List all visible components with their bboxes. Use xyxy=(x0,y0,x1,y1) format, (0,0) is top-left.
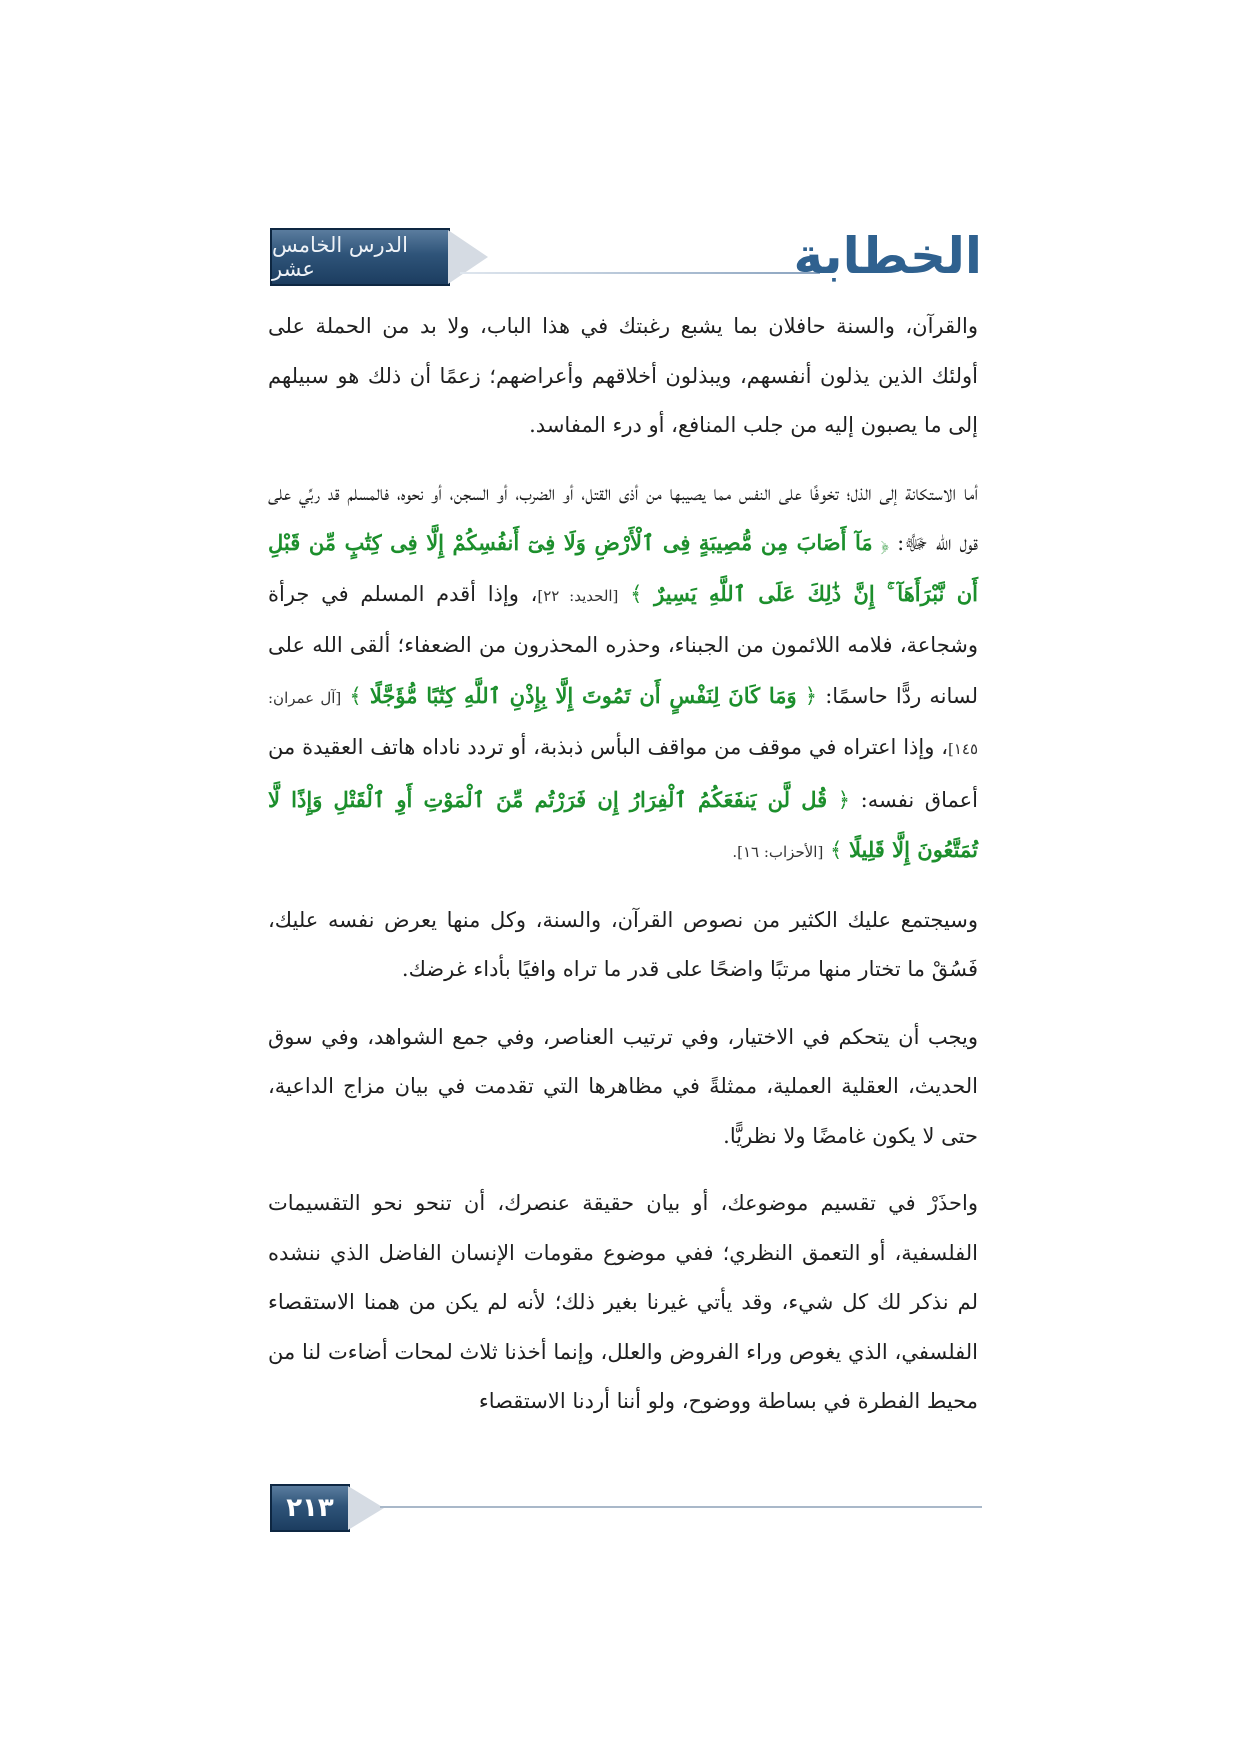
book-title: الخطابة xyxy=(793,227,982,285)
p2-text-1: أما الاستكانة إلى الذل؛ تخوفًا على النفس مما يصيبها من أذى القتل، أو الضرب، أو السجن، أو نحوه، فالمسلم قد ربِّي على قول الله ﷻ: xyxy=(268,480,978,555)
lesson-badge: الدرس الخامس عشر xyxy=(270,228,450,286)
lesson-badge-tail xyxy=(448,230,488,284)
p2-text-3: ، وإذا اعتراه في موقف من مواقف البأس ذبذبة، أو تردد ناداه هاتف العقيدة من أعماق نفسه: xyxy=(268,735,978,812)
paragraph-1: والقرآن، والسنة حافلان بما يشبع رغبتك في هذا الباب، ولا بد من الحملة على أولئك الذين يذلون أنفسهم، ويبذلون أخلاقهم وأعراضهم؛ زعمًا أن ذلك هو سبيلهم إلى ما يصبون إليه من جلب المنافع، أو درء المفاسد. xyxy=(268,314,978,437)
verse-reference-3: [الأحزاب: ١٦]. xyxy=(732,843,824,861)
quran-verse-1: مَآ أَصَابَ مِن مُّصِيبَةٍ فِى ٱلْأَرْضِ وَلَا فِىٓ أَنفُسِكُمْ إِلَّا فِى كِتَٰبٍ مِّن قَبْلِ أَن نَّبْرَأَهَآ ۚ إِنَّ ذَٰلِكَ عَلَى ٱللَّهِ يَسِيرٌ xyxy=(268,530,978,606)
quran-close-bracket: ﴾ xyxy=(349,683,362,708)
paragraph-2 xyxy=(268,469,978,878)
paragraph-3: وسيجتمع عليك الكثير من نصوص القرآن، والسنة، وكل منها يعرض نفسه عليك، فَسُقْ ما تختار منها مرتبًا واضحًا على قدر ما تراه وافيًا بأداء غرضك. xyxy=(268,907,978,981)
verse-reference-2: [آل عمران: ١٤٥] xyxy=(268,688,978,758)
paragraph-4: ويجب أن يتحكم في الاختيار، وفي ترتيب العناصر، وفي جمع الشواهد، وفي سوق الحديث، العقلية العملية، ممثلةً في مظاهرها التي تقدمت في بيان مزاج الداعية، حتى لا يكون غامضًا ولا نظريًّا. xyxy=(268,1024,978,1148)
paragraph-5: واحذَرْ في تقسيم موضوعك، أو بيان حقيقة عنصرك، أن تنحو نحو التقسيمات الفلسفية، أو التعمق النظري؛ ففي موضوع مقومات الإنسان الفاضل الذي ننشده لم نذكر لك كل شيء، وقد يأتي غيرنا بغير ذلك؛ لأنه لم يكن من همنا الاستقصاء الفلسفي، الذي يغوص وراء الفروض والعلل، وإنما أخذنا ثلاث لمحات أضاءت لنا من محيط الفطرة في بساطة ووضوح، ولو أننا أردنا الاستقصاء xyxy=(268,1191,978,1413)
quran-open-bracket: ﴿ xyxy=(837,787,851,812)
verse-reference-1: [الحديد: ٢٢] xyxy=(537,586,619,605)
quran-close-bracket: ﴾ xyxy=(829,838,843,862)
page-body xyxy=(268,302,978,1445)
p2-text-2: ، وإذا أقدم المسلم في جرأة وشجاعة، فلامه اللائمون من الجبناء، وحذره المحذرون من الضعفاء؛ ألقى الله على لسانه ردًّا حاسمًا: xyxy=(268,581,978,708)
footer-rule xyxy=(380,1506,982,1508)
quran-open-bracket: ﴿ xyxy=(880,531,890,555)
page-footer xyxy=(270,1484,982,1534)
page-header xyxy=(270,228,982,288)
page-number: ٢١٣ xyxy=(270,1484,350,1532)
quran-close-bracket: ﴾ xyxy=(630,581,643,606)
page-number-tail xyxy=(348,1486,384,1530)
quran-open-bracket: ﴿ xyxy=(804,683,818,708)
quran-verse-3: قُل لَّن يَنفَعَكُمُ ٱلْفِرَارُ إِن فَرَرْتُم مِّنَ ٱلْمَوْتِ أَوِ ٱلْقَتْلِ وَإِذًا لَّا تُمَتَّعُونَ إِلَّا قَلِيلًا xyxy=(268,786,978,862)
quran-verse-2: وَمَا كَانَ لِنَفْسٍ أَن تَمُوتَ إِلَّا بِإِذْنِ ٱللَّهِ كِتَٰبًا مُّؤَجَّلًا xyxy=(369,682,797,708)
